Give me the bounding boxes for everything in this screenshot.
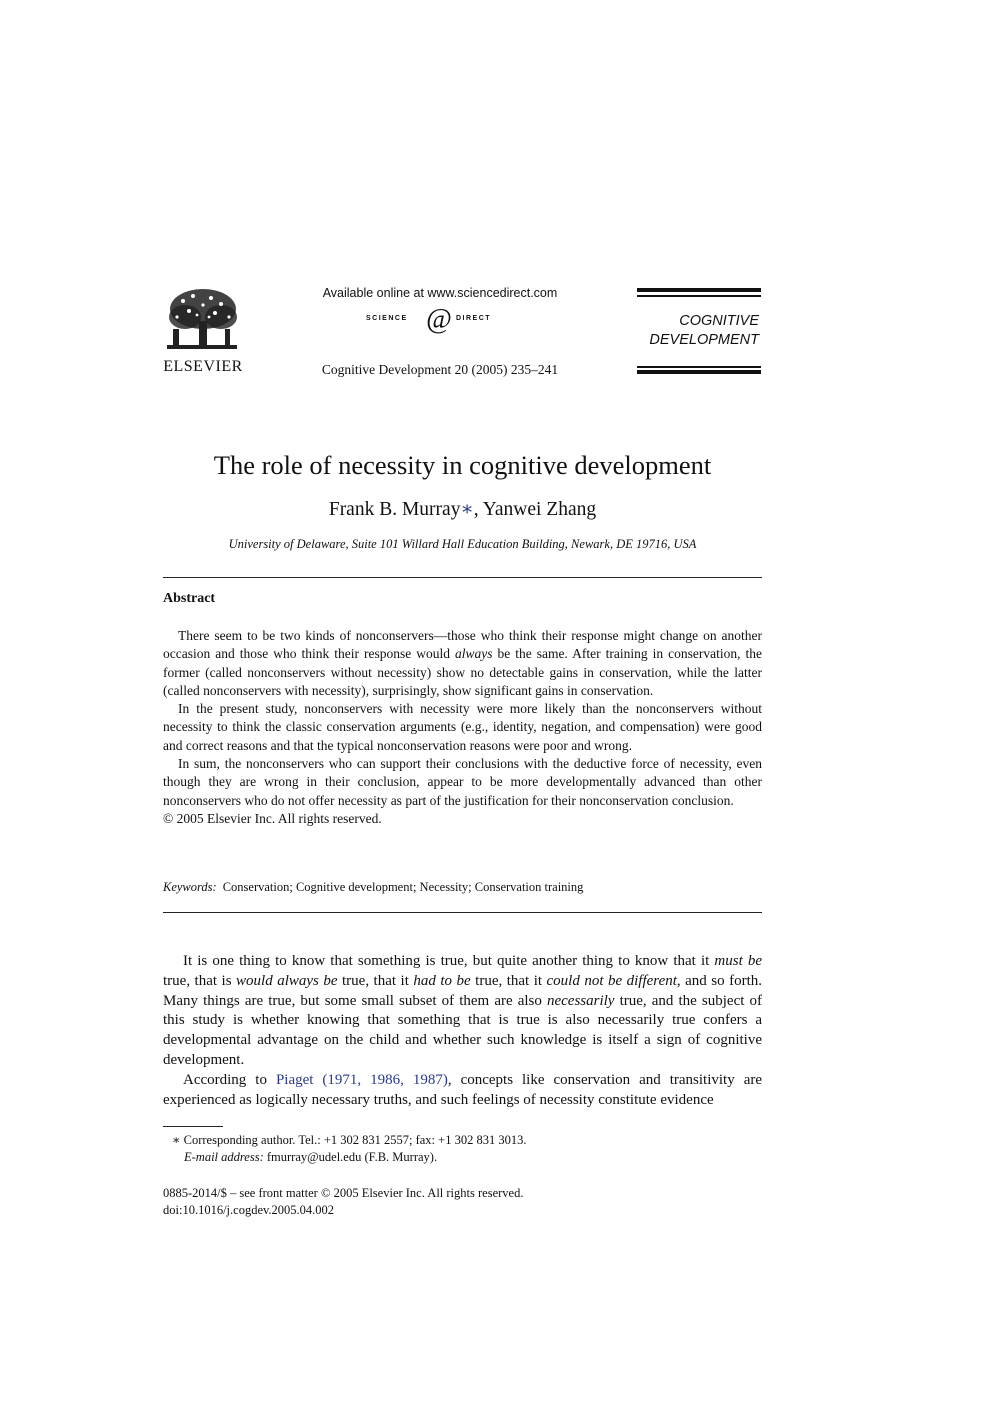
body-text: true, that is (163, 972, 237, 989)
journal-name-box (637, 288, 761, 374)
body-text: According to (183, 1071, 276, 1088)
body-paragraph (163, 1071, 762, 1111)
keywords-label: Keywords: (163, 880, 217, 894)
abstract-copyright: © 2005 Elsevier Inc. All rights reserved. (163, 810, 382, 826)
journal-name-line1: COGNITIVE (679, 313, 759, 329)
body-emphasis: must be (714, 953, 763, 969)
body-emphasis: would always be (236, 972, 338, 989)
issn-line: 0885-2014/$ – see front matter © 2005 Elsevier Inc. All rights reserved. (163, 1186, 524, 1200)
elsevier-tree-icon (163, 287, 241, 353)
sciencedirect-logo-science: SCIENCE (366, 315, 408, 322)
journal-name (649, 312, 759, 350)
body-emphasis: could not be different (546, 972, 677, 989)
doi-line[interactable]: doi:10.1016/j.cogdev.2005.04.002 (163, 1202, 335, 1217)
abstract-heading: Abstract (163, 591, 216, 606)
abstract-emphasis: always (455, 646, 493, 662)
journal-reference: Cognitive Development 20 (2005) 235–241 (321, 362, 559, 377)
body-text: , and so forth. Many things are true, but some small subset of them are also (163, 972, 763, 1009)
keywords-text: Conservation; Cognitive development; Necessity; Conservation training (222, 880, 584, 894)
footnote-mark: ∗ (172, 1133, 181, 1147)
body-paragraph (163, 952, 762, 1071)
affiliation: University of Delaware, Suite 101 Willard Hall Education Building, Newark, DE 19716, USA (228, 537, 697, 551)
abstract-body (163, 627, 762, 828)
keywords (163, 880, 762, 895)
body-text: , concepts like conservation and transitivity are experienced as logically necessary truths, and such feelings of necessity constitute evidence (163, 1071, 763, 1108)
author-list (100, 497, 825, 521)
elsevier-logo (163, 287, 243, 377)
abstract-text: There seem to be two kinds of nonconservers—those who think their response might change on another occasion and those who think their response would (163, 628, 762, 662)
body-text: It is one thing to know that something is true, but quite another thing to know that it (183, 953, 715, 969)
footnote-text: Corresponding author. Tel.: +1 302 831 2557; fax: +1 302 831 3013. (180, 1133, 527, 1147)
body-text: true, and the subject of this study is whether knowing that something that is true is also necessarily true confers a developmental advantage on the child and whether such knowledge is itself a sign of cognitive development. (163, 992, 762, 1068)
available-online-text: Available online at www.sciencedirect.com (322, 286, 558, 300)
abstract-text: be the same. After training in conservation, the former (called nonconservers without necessity) show no detectable gains in conservation, while the latter (called nonconservers with necessity), surprisingly, show significant gains in conservation. (163, 646, 762, 698)
article-title: The role of necessity in cognitive development (213, 450, 712, 480)
divider (163, 577, 762, 578)
footnote-email[interactable]: fmurray@udel.edu (F.B. Murray). (263, 1150, 438, 1164)
journal-rule-bottom-thin (637, 366, 761, 368)
body-text: true, that it (337, 972, 414, 989)
journal-rule-bottom-thick (637, 370, 761, 374)
journal-rule-top-thin (637, 295, 761, 297)
body-text: true, that it (470, 972, 547, 989)
sciencedirect-at-icon: @ (426, 304, 452, 335)
body-emphasis: necessarily (546, 992, 615, 1009)
abstract-paragraph (163, 627, 762, 700)
footnote-rule (163, 1126, 223, 1127)
divider (163, 912, 762, 913)
author-separator: , (473, 499, 483, 520)
journal-name-line2: DEVELOPMENT (649, 332, 759, 348)
citation-link[interactable]: Piaget (1971, 1986, 1987) (275, 1071, 448, 1088)
sciencedirect-logo-direct: DIRECT (456, 315, 492, 322)
article-body (163, 952, 762, 1110)
corresponding-author-mark[interactable]: ∗ (460, 499, 474, 520)
front-matter (163, 1185, 762, 1218)
elsevier-wordmark: ELSEVIER (163, 358, 243, 375)
abstract-paragraph: In the present study, nonconservers with necessity were more likely than the nonconservers without necessity to think the classic conservation arguments (e.g., identity, negation, and compensation) were good and correct reasons and that the typical nonconservation reasons were poor and wrong. (163, 701, 762, 753)
footnote-line (172, 1149, 762, 1166)
sciencedirect-logo (360, 306, 520, 336)
author-name: Frank B. Murray (328, 499, 461, 520)
author-name: Yanwei Zhang (482, 499, 597, 520)
footnote (172, 1132, 762, 1166)
body-emphasis: had to be (413, 972, 471, 989)
footnote-email-label: E-mail address: (184, 1150, 264, 1164)
abstract-paragraph: In sum, the nonconservers who can support their conclusions with the deductive force of necessity, even though they are wrong in their conclusion, appear to be more developmentally advanced than other nonconservers who do not offer necessity as part of the justification for their nonconservation conclusion. (163, 756, 762, 808)
footnote-line (172, 1132, 762, 1149)
journal-rule-top-thick (637, 288, 761, 292)
